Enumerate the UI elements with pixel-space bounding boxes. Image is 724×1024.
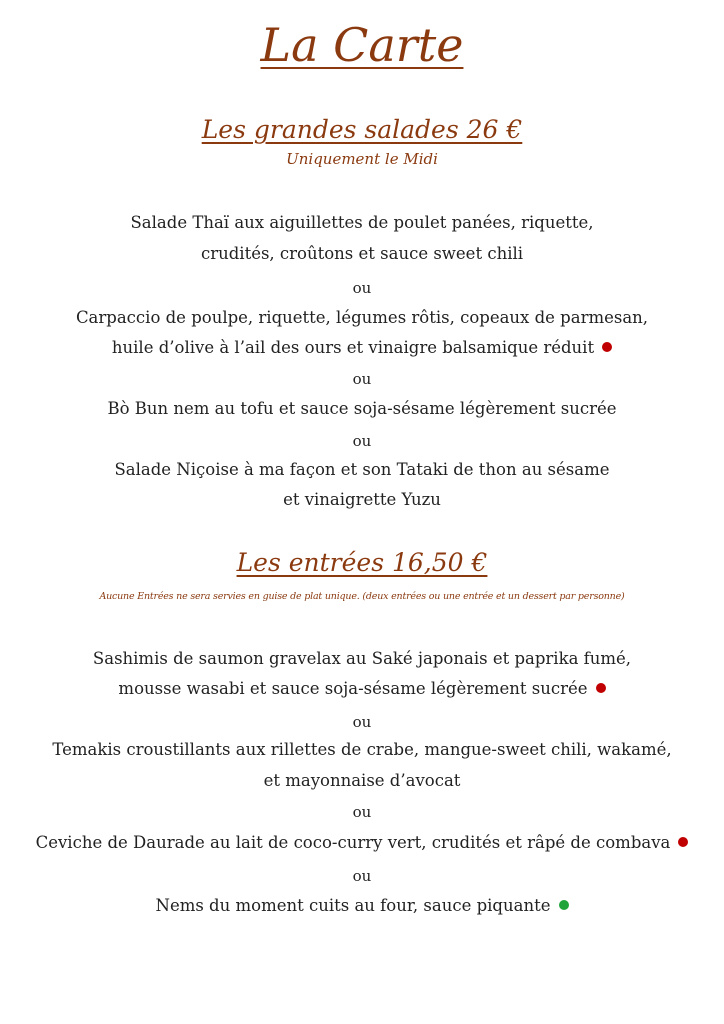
menu-line-text: Carpaccio de poulpe, riquette, légumes rôtis, copeaux de parmesan, [75,308,649,327]
salades-heading: Les grandes salades 26 € [201,115,523,144]
menu-line-text: Nems du moment cuits au four, sauce piquante [155,896,551,915]
menu-line [0,833,724,853]
menu-line-text: huile d’olive à l’ail des ours et vinaigre balsamique réduit [111,338,595,357]
menu-line-text: Ceviche de Daurade au lait de coco-curry vert, crudités et râpé de combava [35,833,671,852]
menu-line: Temakis croustillants aux rillettes de crabe, mangue-sweet chili, wakamé, [52,740,672,759]
red-dot-icon [602,342,612,352]
menu-line-text: mousse wasabi et sauce soja-sésame légèrement sucrée [118,679,588,698]
separator-ou: ou [352,867,372,885]
menu-line: et vinaigrette Yuzu [283,490,441,509]
menu-line: Salade Niçoise à ma façon et son Tataki de thon au sésame [114,460,610,479]
menu-line [0,896,724,916]
salades-subheading: Uniquement le Midi [286,150,438,168]
menu-line: Bò Bun nem au tofu et sauce soja-sésame légèrement sucrée [107,399,617,418]
menu-line: crudités, croûtons et sauce sweet chili [200,244,524,263]
red-dot-icon [596,683,606,693]
red-dot-icon [678,837,688,847]
menu-line: Sashimis de saumon gravelax au Saké japonais et paprika fumé, [92,649,632,668]
menu-line: et mayonnaise d’avocat [263,771,461,790]
menu-line [0,308,724,328]
menu-line [0,679,724,699]
page-title: La Carte [260,18,464,72]
separator-ou: ou [352,713,372,731]
green-dot-icon [559,900,569,910]
menu-line [0,338,724,358]
separator-ou: ou [352,279,372,297]
entrees-note: Aucune Entrées ne sera servies en guise de plat unique. (deux entrées ou une entrée et un dessert par personne) [99,591,625,602]
separator-ou: ou [352,370,372,388]
separator-ou: ou [352,432,372,450]
separator-ou: ou [352,803,372,821]
menu-line: Salade Thaï aux aiguillettes de poulet panées, riquette, [130,213,594,232]
entrees-heading: Les entrées 16,50 € [236,548,488,577]
